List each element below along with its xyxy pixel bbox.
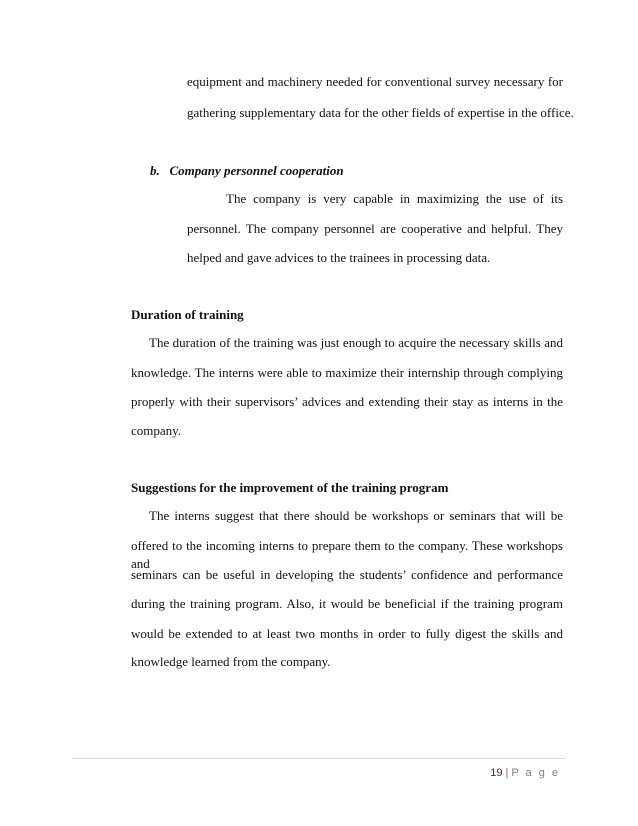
section-b-line-3: helped and gave advices to the trainees in processing data. [187,250,491,265]
suggestions-line-6: knowledge learned from the company. [131,654,331,669]
footer-divider [72,758,566,759]
footer-separator: | [505,767,509,779]
suggestions-heading: Suggestions for the improvement of the training program [131,480,449,495]
section-a-line-1: equipment and machinery needed for conventional survey necessary for [187,74,563,89]
suggestions-line-4: during the training program. Also, it would be beneficial if the training program [131,596,563,611]
duration-line-1: The duration of the training was just enough to acquire the necessary skills and [149,335,563,350]
section-b-line-1: The company is very capable in maximizing the use of its [226,191,563,206]
suggestions-line-3: seminars can be useful in developing the students’ confidence and performance [131,567,563,582]
page-footer [490,766,560,780]
page-number: 19 [490,767,503,779]
suggestions-line-1: The interns suggest that there should be workshops or seminars that will be [149,508,563,523]
suggestions-line-5: would be extended to at least two months in order to fully digest the skills and [131,626,563,641]
section-b-line-2: personnel. The company personnel are cooperative and helpful. They [187,221,563,236]
duration-line-2: knowledge. The interns were able to maximize their internship through complying [131,365,563,380]
duration-heading: Duration of training [131,307,244,322]
duration-line-3: properly with their supervisors’ advices and extending their stay as interns in the [131,394,563,409]
section-b-heading: b. Company personnel cooperation [150,163,344,178]
page-label: P a g e [511,767,560,779]
duration-line-4: company. [131,423,182,438]
section-a-line-2: gathering supplementary data for the other fields of expertise in the office. [187,105,574,120]
suggestions-line-2: offered to the incoming interns to prepare them to the company. These workshops and [131,538,563,571]
